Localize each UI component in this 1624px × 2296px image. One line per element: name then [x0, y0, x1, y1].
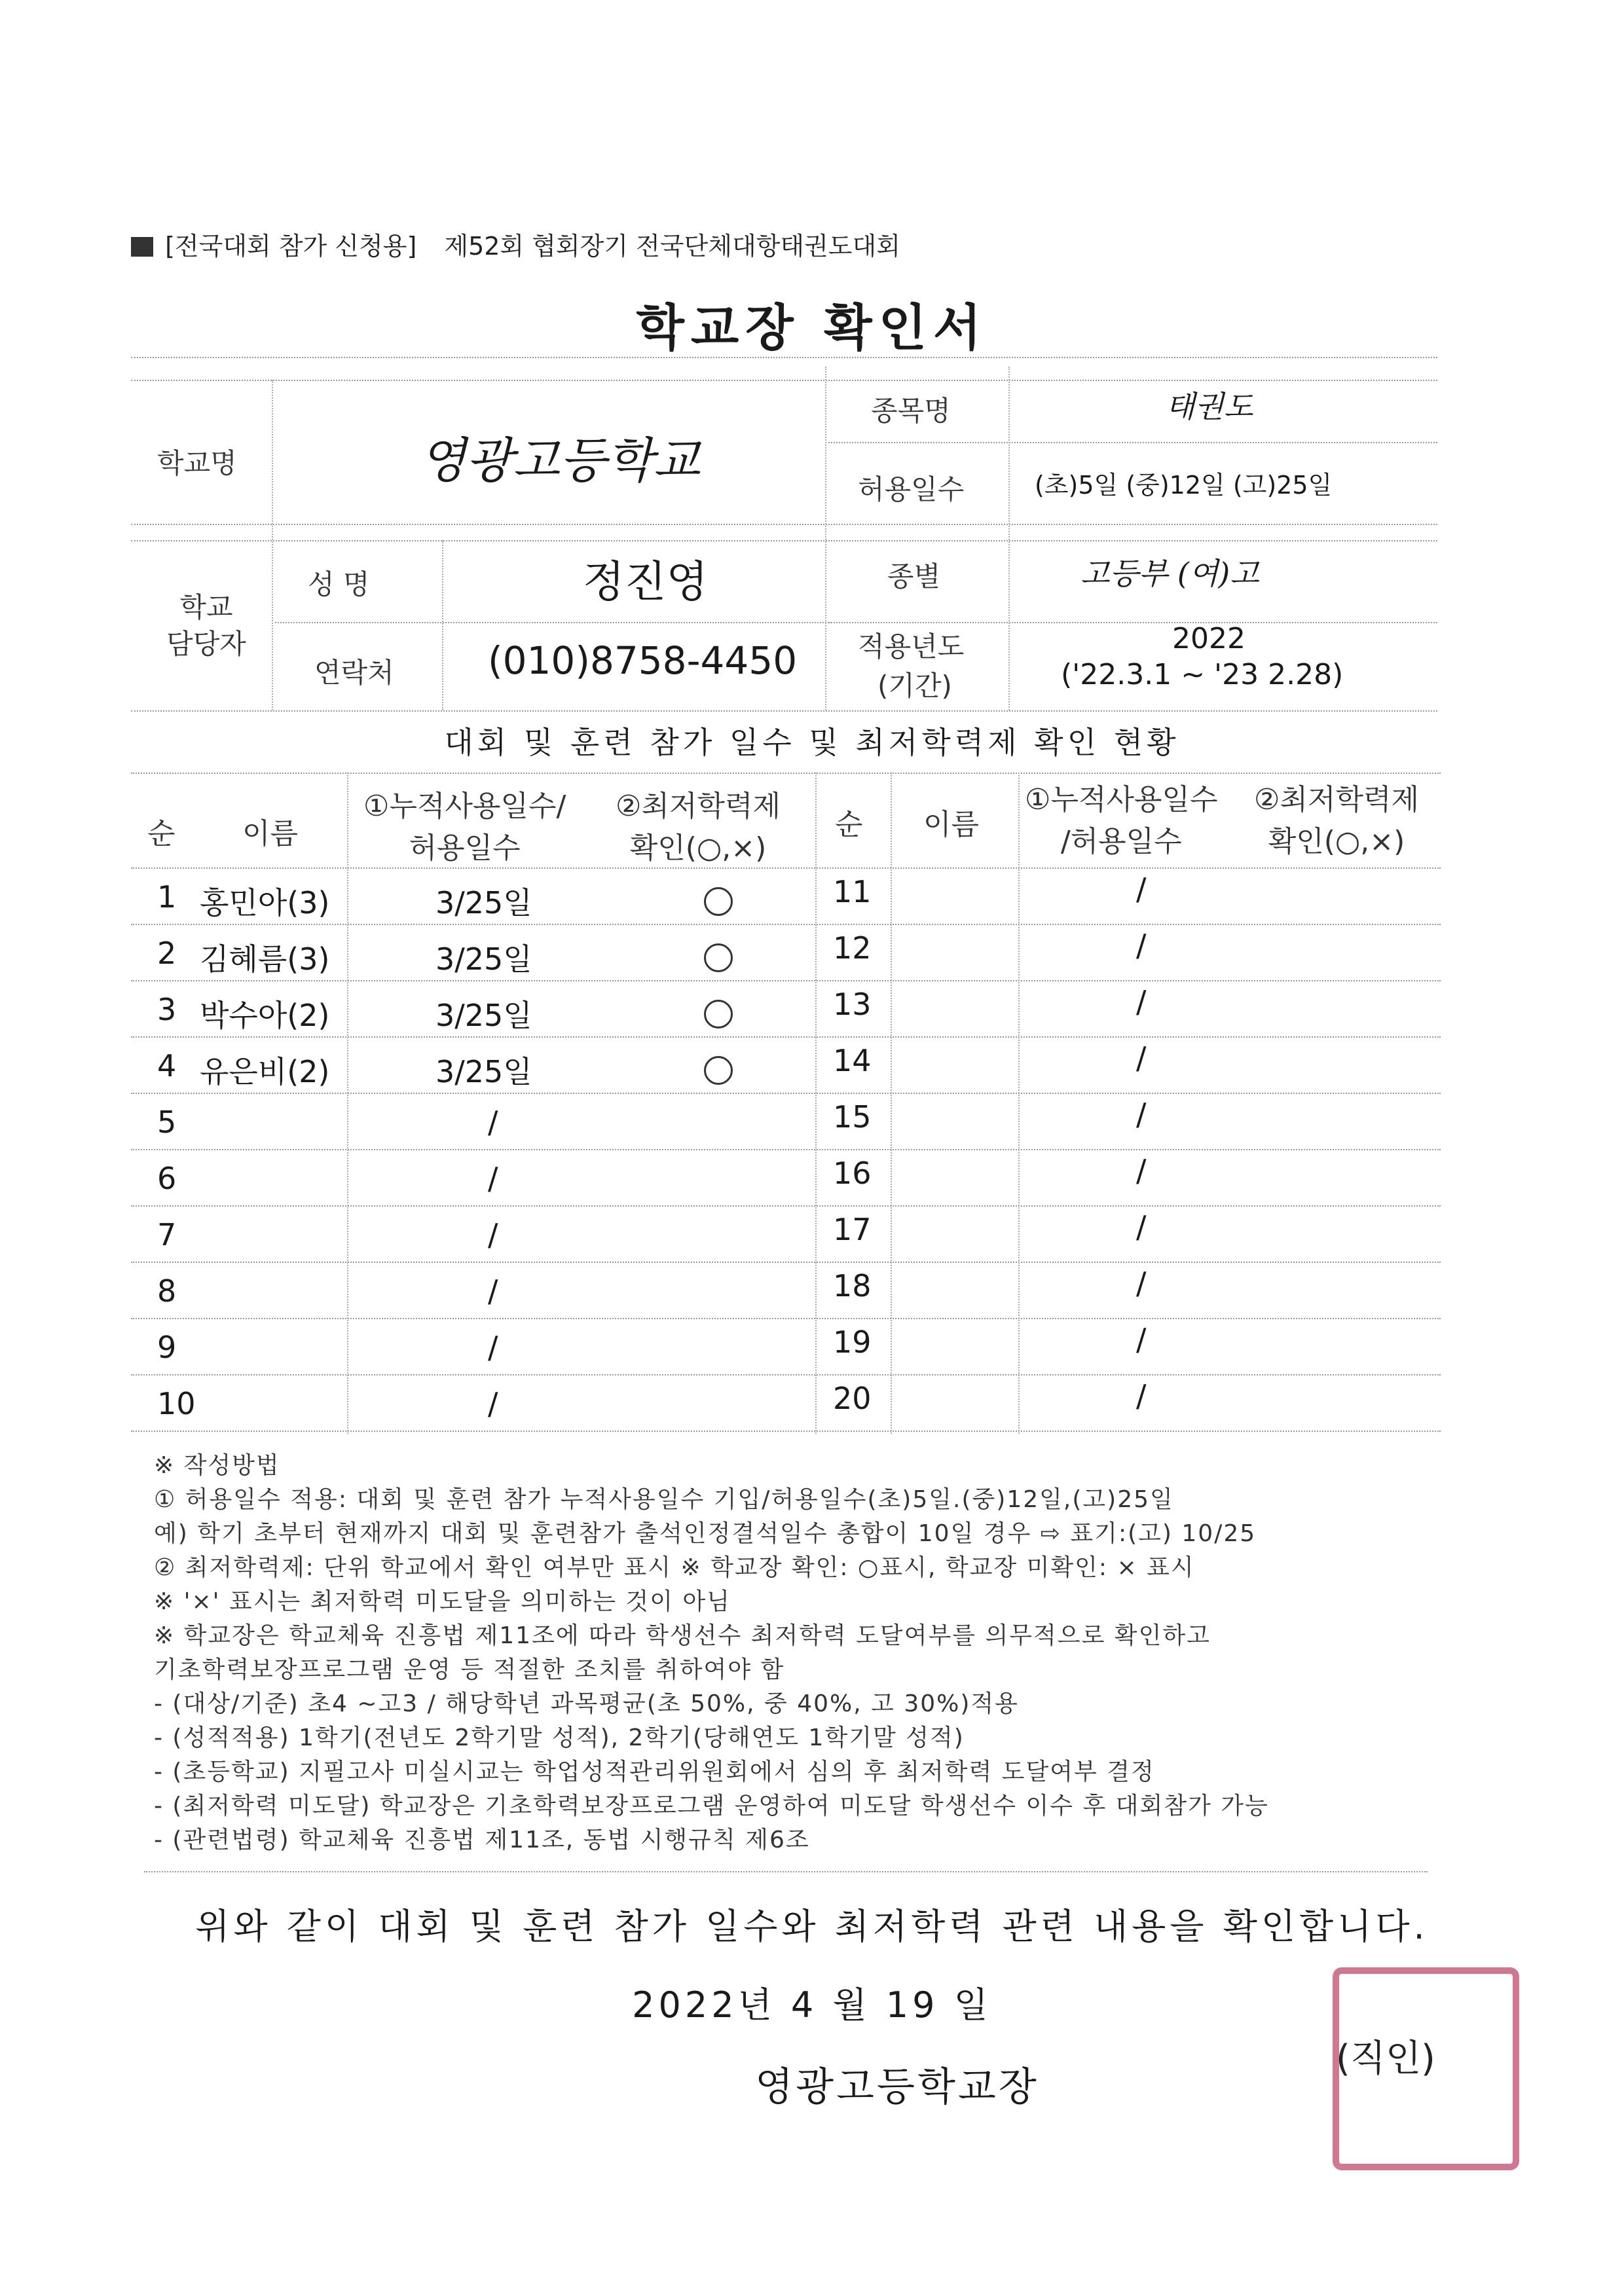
sport-value: 태권도 — [1166, 389, 1253, 424]
row-number: 18 — [833, 1268, 872, 1303]
principal-signature: 영광고등학교장 — [755, 2064, 1039, 2110]
form-header — [131, 226, 900, 262]
student-name: 홍민아(3) — [200, 885, 330, 920]
header-days-left: ①누적사용일수/ 허용일수 — [363, 790, 566, 865]
row-number: 15 — [833, 1099, 872, 1135]
days-used: / — [488, 1161, 498, 1196]
row-number: 19 — [833, 1324, 872, 1360]
days-used: 3/25일 — [435, 998, 532, 1033]
division-value: 고등부 (여)고 — [1080, 556, 1259, 591]
instruction-line: ※ 학교장은 학교체육 진흥법 제11조에 따라 학생선수 최저학력 도달여부를 의무적으로 확인하고 — [154, 1622, 1211, 1649]
header-no-right: 순 — [835, 808, 863, 841]
school-label: 학교명 — [157, 447, 237, 479]
instruction-line: ※ '×' 표시는 최저학력 미도달을 의미하는 것이 아님 — [154, 1588, 731, 1615]
days-used: / — [1136, 1266, 1147, 1301]
row-number: 13 — [833, 987, 872, 1022]
contact-label: 연락처 — [314, 657, 394, 689]
section-title: 대회 및 훈련 참가 일수 및 최저학력제 확인 현황 — [444, 725, 1180, 760]
confirmed-circle-icon — [704, 1000, 733, 1029]
row-number: 8 — [157, 1273, 177, 1309]
header-no-left: 순 — [147, 817, 175, 850]
instruction-line: ※ 작성방법 — [154, 1452, 280, 1479]
days-used: / — [488, 1330, 498, 1365]
row-number: 5 — [157, 1104, 177, 1140]
row-number: 14 — [833, 1043, 872, 1078]
days-used: / — [488, 1104, 498, 1140]
row-number: 7 — [157, 1217, 177, 1252]
row-number: 6 — [157, 1161, 177, 1196]
days-used: 3/25일 — [435, 941, 532, 977]
header-name-left: 이름 — [242, 817, 299, 850]
instruction-line: 기초학력보장프로그램 운영 등 적절한 조치를 취하여야 함 — [154, 1656, 785, 1683]
row-number: 1 — [157, 879, 177, 915]
period-label: (기간) — [877, 670, 952, 702]
year-label: 적용년도 — [858, 630, 965, 663]
confirmation-statement: 위와 같이 대회 및 훈련 참가 일수와 최저학력 관련 내용을 확인합니다. — [195, 1906, 1429, 1947]
header-name-right: 이름 — [923, 808, 980, 841]
row-number: 11 — [833, 874, 872, 909]
square-bullet-icon — [131, 237, 153, 257]
form-category: [전국대회 참가 신청용] — [165, 232, 417, 261]
instruction-line: - (대상/기준) 초4 ~고3 / 해당학년 과목평균(초 50%, 중 40%, 고 30%)적용 — [154, 1690, 1019, 1717]
days-used: / — [1136, 871, 1147, 907]
days-used: / — [488, 1386, 498, 1421]
row-number: 2 — [157, 936, 177, 971]
header-check-right: ②최저학력제 확인(○,×) — [1254, 783, 1419, 858]
confirmed-circle-icon — [704, 943, 733, 972]
confirmed-circle-icon — [704, 887, 733, 916]
instruction-line: - (초등학교) 지필고사 미실시교는 학업성적관리위원회에서 심의 후 최저학력 도달여부 결정 — [154, 1758, 1155, 1785]
allowed-days-value: (초)5일 (중)12일 (고)25일 — [1035, 471, 1333, 500]
days-used: / — [1136, 1378, 1147, 1413]
manager-label: 학교 담당자 — [166, 591, 246, 660]
days-used: / — [1136, 1322, 1147, 1357]
instruction-line: ① 허용일수 적용: 대회 및 훈련 참가 누적사용일수 기입/허용일수(초)5일.(중)12일,(고)25일 — [154, 1486, 1174, 1513]
confirmed-circle-icon — [704, 1056, 733, 1085]
row-number: 4 — [157, 1048, 177, 1084]
period-value: ('22.3.1 ~ '23 2.28) — [1061, 658, 1344, 691]
row-number: 16 — [833, 1156, 872, 1191]
school-value: 영광고등학교 — [419, 433, 700, 489]
days-used: / — [488, 1273, 498, 1309]
row-number: 12 — [833, 930, 872, 966]
sport-label: 종목명 — [871, 395, 951, 427]
row-number: 3 — [157, 992, 177, 1027]
manager-name: 정진영 — [583, 556, 709, 607]
event-name: 제52회 협회장기 전국단체대항태권도대회 — [444, 232, 900, 261]
instruction-line: 예) 학기 초부터 현재까지 대회 및 훈련참가 출석인정결석일수 총합이 10일 경우 ⇨ 표기:(고) 10/25 — [154, 1520, 1257, 1547]
division-label: 종별 — [887, 560, 941, 592]
student-name: 유은비(2) — [200, 1054, 330, 1089]
row-number: 9 — [157, 1330, 177, 1365]
instruction-line: ② 최저학력제: 단위 학교에서 확인 여부만 표시 ※ 학교장 확인: ○표시, 학교장 미확인: × 표시 — [154, 1554, 1195, 1581]
days-used: / — [1136, 1040, 1147, 1076]
year-value: 2022 — [1172, 622, 1246, 655]
days-used: / — [488, 1217, 498, 1252]
student-name: 김혜름(3) — [200, 941, 330, 977]
instruction-line: - (관련법령) 학교체육 진흥법 제11조, 동법 시행규칙 제6조 — [154, 1827, 810, 1853]
contact-value: (010)8758-4450 — [488, 638, 798, 683]
document-title: 학교장 확인서 — [636, 299, 988, 357]
days-used: / — [1136, 1097, 1147, 1132]
row-number: 10 — [157, 1386, 196, 1421]
row-number: 17 — [833, 1212, 872, 1247]
instruction-line: - (최저학력 미도달) 학교장은 기초학력보장프로그램 운영하여 미도달 학생선수 이수 후 대회참가 가능 — [154, 1793, 1269, 1819]
instruction-line: - (성적적용) 1학기(전년도 2학기말 성적), 2학기(당해연도 1학기말 성적) — [154, 1724, 965, 1751]
seal-label: (직인) — [1336, 2037, 1435, 2080]
student-name: 박수아(2) — [200, 998, 330, 1033]
confirmation-date: 2022년 4 월 19 일 — [632, 1984, 992, 2026]
name-label: 성 명 — [308, 568, 370, 600]
days-used: / — [1136, 984, 1147, 1019]
days-used: / — [1136, 1153, 1147, 1188]
days-used: / — [1136, 928, 1147, 963]
header-check-left: ②최저학력제 확인(○,×) — [616, 790, 781, 865]
row-number: 20 — [833, 1381, 872, 1416]
allowed-days-label: 허용일수 — [858, 473, 965, 505]
header-days-right: ①누적사용일수 /허용일수 — [1025, 783, 1218, 858]
days-used: / — [1136, 1209, 1147, 1245]
days-used: 3/25일 — [435, 1054, 532, 1089]
days-used: 3/25일 — [435, 885, 532, 920]
